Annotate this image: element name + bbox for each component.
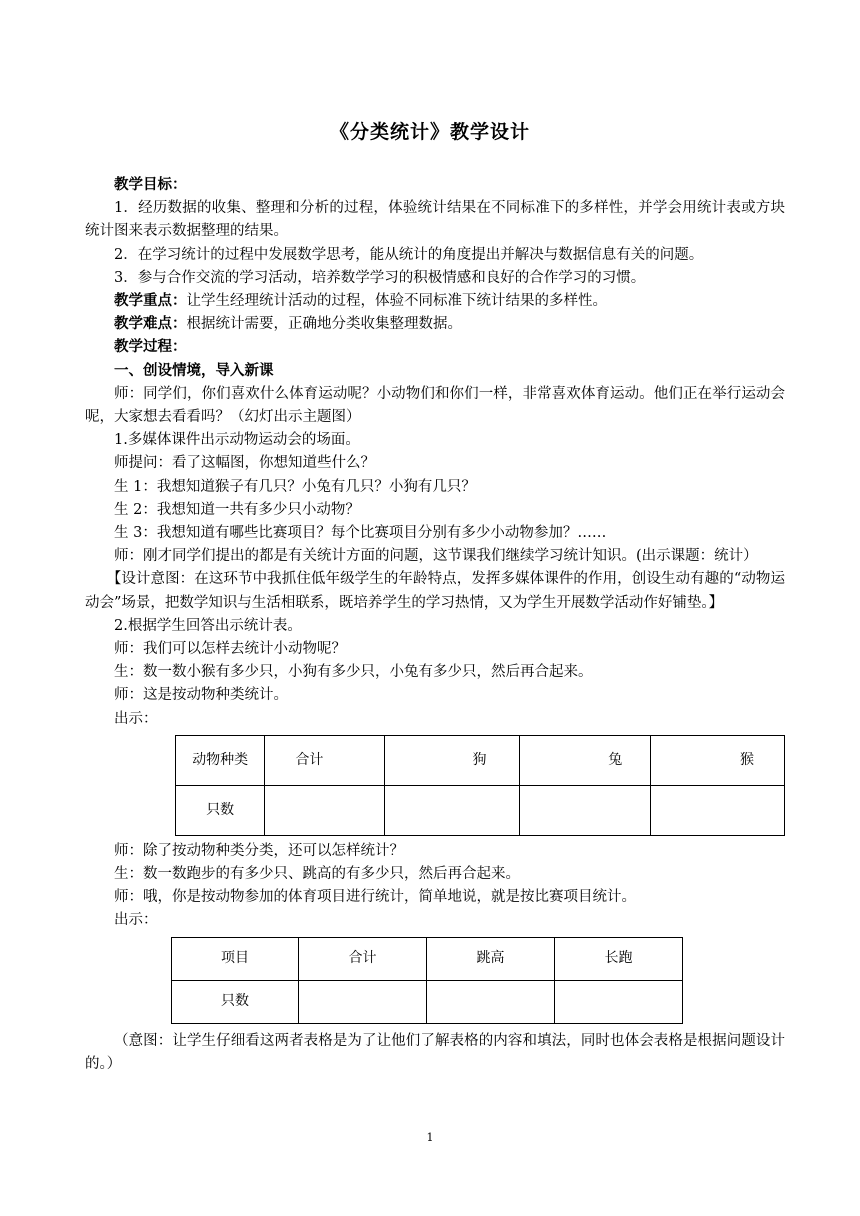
table-row-label: 只数: [176, 785, 265, 835]
key-point-label: 教学重点：: [114, 293, 187, 310]
paragraph: 生 2：我想知道一共有多少只小动物？: [114, 501, 360, 518]
paragraph: 师提问：看了这幅图，你想知道些什么？: [114, 455, 375, 472]
table-header-cell: 猴: [651, 735, 785, 785]
table-header-cell: 动物种类: [176, 735, 265, 785]
key-point: [85, 290, 785, 313]
paragraph: 师：这是按动物种类统计。: [114, 687, 288, 704]
design-intent: 【设计意图：在这环节中我抓住低年级学生的年龄特点，发挥多媒体课件的作用，创设生动有趣的“动物运动会”场景，把数学知识与生活相联系，既培养学生的学习热情，又为学生开展数学活动作好铺垫。】: [85, 571, 785, 611]
paragraph: 师：同学们，你们喜欢什么体育运动呢？小动物们和你们一样，非常喜欢体育运动。他们正在举行运动会呢，大家想去看看吗？（幻灯出示主题图）: [85, 385, 785, 426]
table-header-cell: 合计: [299, 937, 427, 980]
paragraph: 生 3：我想知道有哪些比赛项目？每个比赛项目分别有多少小动物参加？……: [114, 525, 607, 542]
paragraph: 2.根据学生回答出示统计表。: [114, 617, 302, 634]
table-header-cell: 狗: [384, 735, 519, 785]
paragraph: 生：数一数跑步的有多少只、跳高的有多少只，然后再合起来。: [114, 866, 520, 883]
table-header-cell: 项目: [172, 937, 299, 980]
goal-item: 3．参与合作交流的学习活动，培养数学学习的积极情感和良好的合作学习的习惯。: [114, 269, 646, 286]
table-row: [176, 785, 785, 835]
paragraph: 生：数一数小猴有多少只，小狗有多少只，小兔有多少只，然后再合起来。: [114, 664, 593, 681]
intent-note: （意图：让学生仔细看这两者表格是为了让他们了解表格的内容和填法，同时也体会表格是根据问题设计的。）: [85, 1032, 785, 1072]
table-row-label: 只数: [172, 980, 299, 1023]
table-cell: [555, 980, 683, 1023]
difficulty: [85, 313, 785, 336]
animal-type-table: [175, 735, 785, 836]
goal-item: 2．在学习统计的过程中发展数学思考，能从统计的角度提出并解决与数据信息有关的问题。: [114, 246, 704, 263]
process-heading: 教学过程：: [114, 339, 187, 356]
paragraph: 出示：: [114, 710, 158, 727]
document-title: 《分类统计》教学设计: [329, 121, 530, 143]
table-header-row: [176, 735, 785, 785]
table-header-row: [172, 937, 683, 980]
table-header-cell: 跳高: [427, 937, 555, 980]
goals-heading: 教学目标：: [114, 177, 187, 193]
page-number: 1: [426, 1131, 434, 1144]
section-heading: 一、创设情境，导入新课: [114, 362, 274, 379]
table-cell: [265, 785, 384, 835]
table-header-cell: 长跑: [555, 937, 683, 980]
table-header-cell: 兔: [519, 735, 651, 785]
paragraph: 师：我们可以怎样去统计小动物呢？: [114, 641, 346, 658]
document-body: [85, 174, 785, 1076]
table-cell: [427, 980, 555, 1023]
table-cell: [384, 785, 519, 835]
table-cell: [651, 785, 785, 835]
goal-item: 1．经历数据的收集、整理和分析的过程，体验统计结果在不同标准下的多样性，并学会用统计表或方块统计图来表示数据整理的结果。: [85, 200, 785, 240]
paragraph: 师：哦，你是按动物参加的体育项目进行统计，简单地说，就是按比赛项目统计。: [114, 889, 636, 906]
paragraph: 师：除了按动物种类分类，还可以怎样统计？: [114, 842, 404, 859]
paragraph: 师：刚才同学们提出的都是有关统计方面的问题，这节课我们继续学习统计知识。(出示课题：统计）: [114, 548, 758, 565]
table-header-cell: 合计: [265, 735, 384, 785]
paragraph: 1.多媒体课件出示动物运动会的场面。: [114, 432, 360, 449]
paragraph: 生 1：我想知道猴子有几只？小兔有几只？小狗有几只？: [114, 478, 476, 495]
difficulty-text: 根据统计需要，正确地分类收集整理数据。: [186, 316, 462, 333]
table-cell: [519, 785, 651, 835]
table-row: [172, 980, 683, 1023]
table-cell: [299, 980, 427, 1023]
event-table: [171, 937, 683, 1024]
key-point-text: 让学生经理统计活动的过程，体验不同标准下统计结果的多样性。: [186, 293, 607, 310]
difficulty-label: 教学难点：: [114, 316, 187, 333]
paragraph: 出示：: [114, 912, 158, 929]
